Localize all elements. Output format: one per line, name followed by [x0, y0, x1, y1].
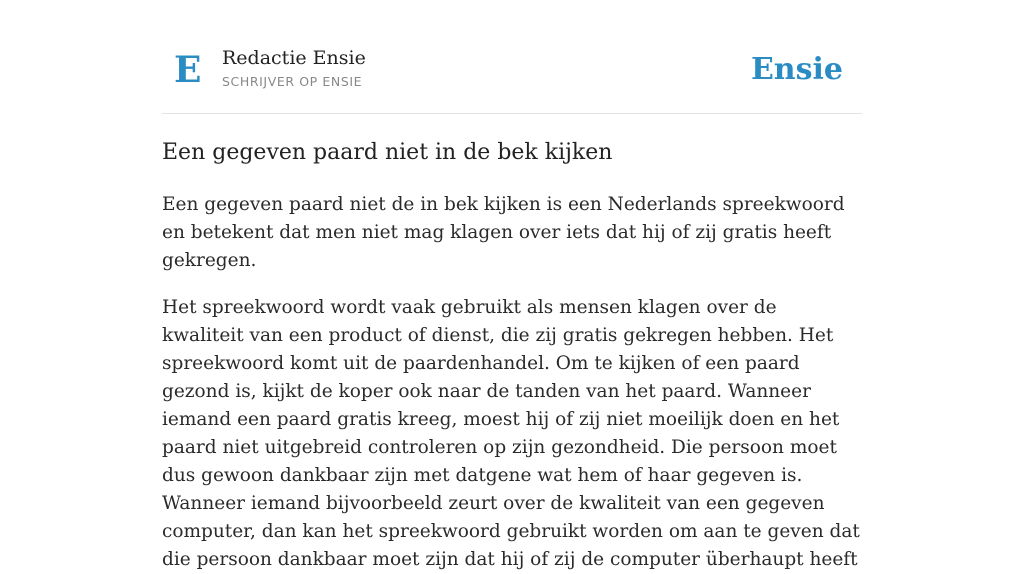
author-role: SCHRIJVER OP ENSIE — [222, 74, 363, 89]
article-title: Een gegeven paard niet in de bek kijken — [162, 140, 613, 165]
author-avatar[interactable]: E — [174, 49, 202, 91]
ensie-logo[interactable]: Ensie — [750, 52, 843, 87]
article-paragraph: Het spreekwoord wordt vaak gebruikt als mensen klagen over de kwaliteit van een product of dienst, die zij gratis gekregen hebben. Het spreekwoord komt uit de paardenhandel. Om te kijken of een paard gezond is, kijkt de koper ook naar de tanden van het paard. Wanneer iemand een paard gratis kreeg, moest hij of zij niet moeilijk doen en het paard niet uitgebreid controleren op zijn gezondheid. Die persoon moet dus gewoon dankbaar zijn met datgene wat hem of haar gegeven is. Wanneer iemand bijvoorbeeld zeurt over de kwaliteit van een gegeven computer, dan kan het spreekwoord gebruikt worden om aan te geven dat die persoon dankbaar moet zijn dat hij of zij de computer überhaupt heeft — [162, 297, 860, 570]
author-name[interactable]: Redactie Ensie — [222, 47, 366, 69]
author-header — [162, 0, 862, 114]
article-container — [162, 0, 862, 574]
article-paragraph: Een gegeven paard niet de in bek kijken is een Nederlands spreekwoord en betekent dat men niet mag klagen over iets dat hij of zij gratis heeft gekregen. — [162, 194, 845, 271]
